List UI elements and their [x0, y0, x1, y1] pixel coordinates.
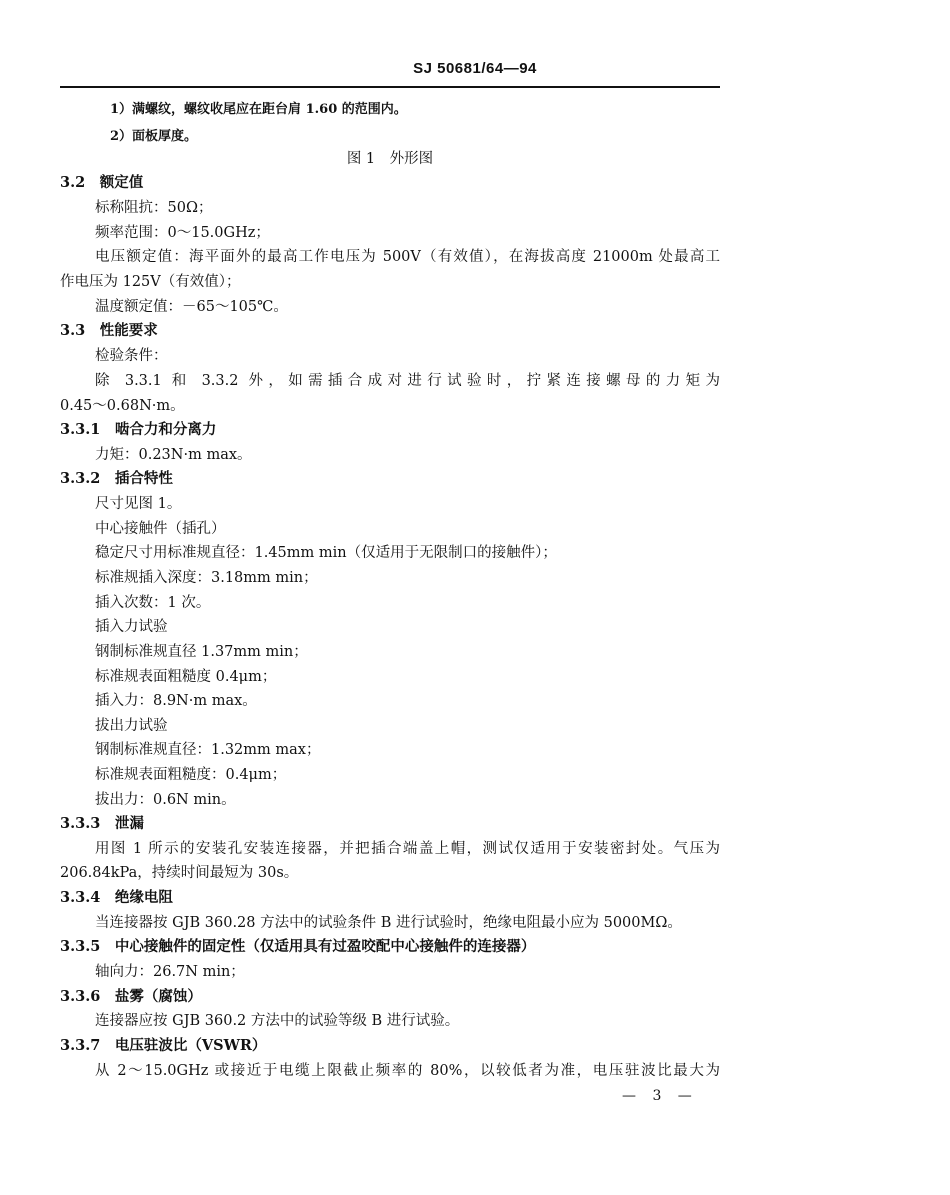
section-heading: 3.3 性能要求	[60, 322, 158, 339]
section-heading: 3.3.1 啮合力和分离力	[60, 421, 217, 438]
paragraph-line: 拔出力：0.6N min。	[95, 792, 236, 808]
paragraph-line: 连接器应按 GJB 360.2 方法中的试验等级 B 进行试验。	[95, 1013, 460, 1029]
section-heading: 3.3.7 电压驻波比（VSWR）	[60, 1037, 267, 1054]
standard-number-header: SJ 50681/64—94	[413, 60, 537, 77]
paragraph-line: 尺寸见图 1。	[95, 496, 182, 512]
figure-note: 2）面板厚度。	[110, 129, 198, 144]
paragraph-line: 钢制标准规直径 1.37mm min；	[95, 644, 308, 660]
paragraph-line: 标准规表面粗糙度：0.4μm；	[95, 767, 287, 783]
paragraph-line: 0.45～0.68N·m。	[60, 398, 185, 414]
section-heading: 3.3.3 泄漏	[60, 815, 144, 832]
paragraph-line: 拔出力试验	[95, 718, 168, 734]
paragraph-line: 电压额定值：海平面外的最高工作电压为 500V（有效值），在海拔高度 21000m 处最高工	[95, 249, 720, 265]
paragraph-line: 频率范围：0～15.0GHz；	[95, 225, 270, 241]
paragraph-line: 从 2～15.0GHz 或接近于电缆上限截止频率的 80%，以较低者为准，电压驻波比最大为	[95, 1063, 720, 1079]
page-number: — 3 —	[622, 1088, 698, 1104]
paragraph-line: 中心接触件（插孔）	[95, 521, 226, 537]
section-heading: 3.3.4 绝缘电阻	[60, 889, 173, 906]
section-heading: 3.2 额定值	[60, 174, 144, 191]
paragraph-line: 插入力试验	[95, 619, 168, 635]
paragraph-line: 轴向力：26.7N min；	[95, 964, 245, 980]
paragraph-line: 标准规表面粗糙度 0.4μm；	[95, 669, 277, 685]
paragraph-line: 力矩：0.23N·m max。	[95, 447, 252, 463]
paragraph-line: 标准规插入深度：3.18mm min；	[95, 570, 318, 586]
figure-note: 1）满螺纹，螺纹收尾应在距台肩 1.60 的范围内。	[110, 102, 407, 117]
paragraph-line: 用图 1 所示的安装孔安装连接器，并把插合端盖上帽，测试仅适用于安装密封处。气压为	[95, 841, 720, 857]
paragraph-line: 钢制标准规直径：1.32mm max；	[95, 742, 321, 758]
paragraph-line: 206.84kPa，持续时间最短为 30s。	[60, 865, 299, 881]
paragraph-line: 标称阻抗：50Ω；	[95, 200, 213, 216]
header-rule	[60, 86, 720, 88]
section-heading: 3.3.6 盐雾（腐蚀）	[60, 988, 202, 1005]
paragraph-line: 温度额定值：－65～105℃。	[95, 299, 288, 315]
figure-caption: 图 1 外形图	[346, 151, 434, 167]
section-heading: 3.3.2 插合特性	[60, 470, 173, 487]
section-heading: 3.3.5 中心接触件的固定性（仅适用具有过盈咬配中心接触件的连接器）	[60, 938, 536, 955]
paragraph-line: 插入力：8.9N·m max。	[95, 693, 257, 709]
paragraph-line: 插入次数：1 次。	[95, 595, 211, 611]
paragraph-line: 作电压为 125V（有效值）；	[60, 274, 241, 290]
paragraph-line: 当连接器按 GJB 360.28 方法中的试验条件 B 进行试验时，绝缘电阻最小应为 5000MΩ。	[95, 915, 682, 931]
paragraph-line: 稳定尺寸用标准规直径：1.45mm min（仅适用于无限制口的接触件）；	[95, 545, 557, 561]
paragraph-line: 除 3.3.1 和 3.3.2 外，如需插合成对进行试验时，拧紧连接螺母的力矩为	[95, 373, 720, 389]
paragraph-line: 检验条件：	[95, 348, 168, 364]
